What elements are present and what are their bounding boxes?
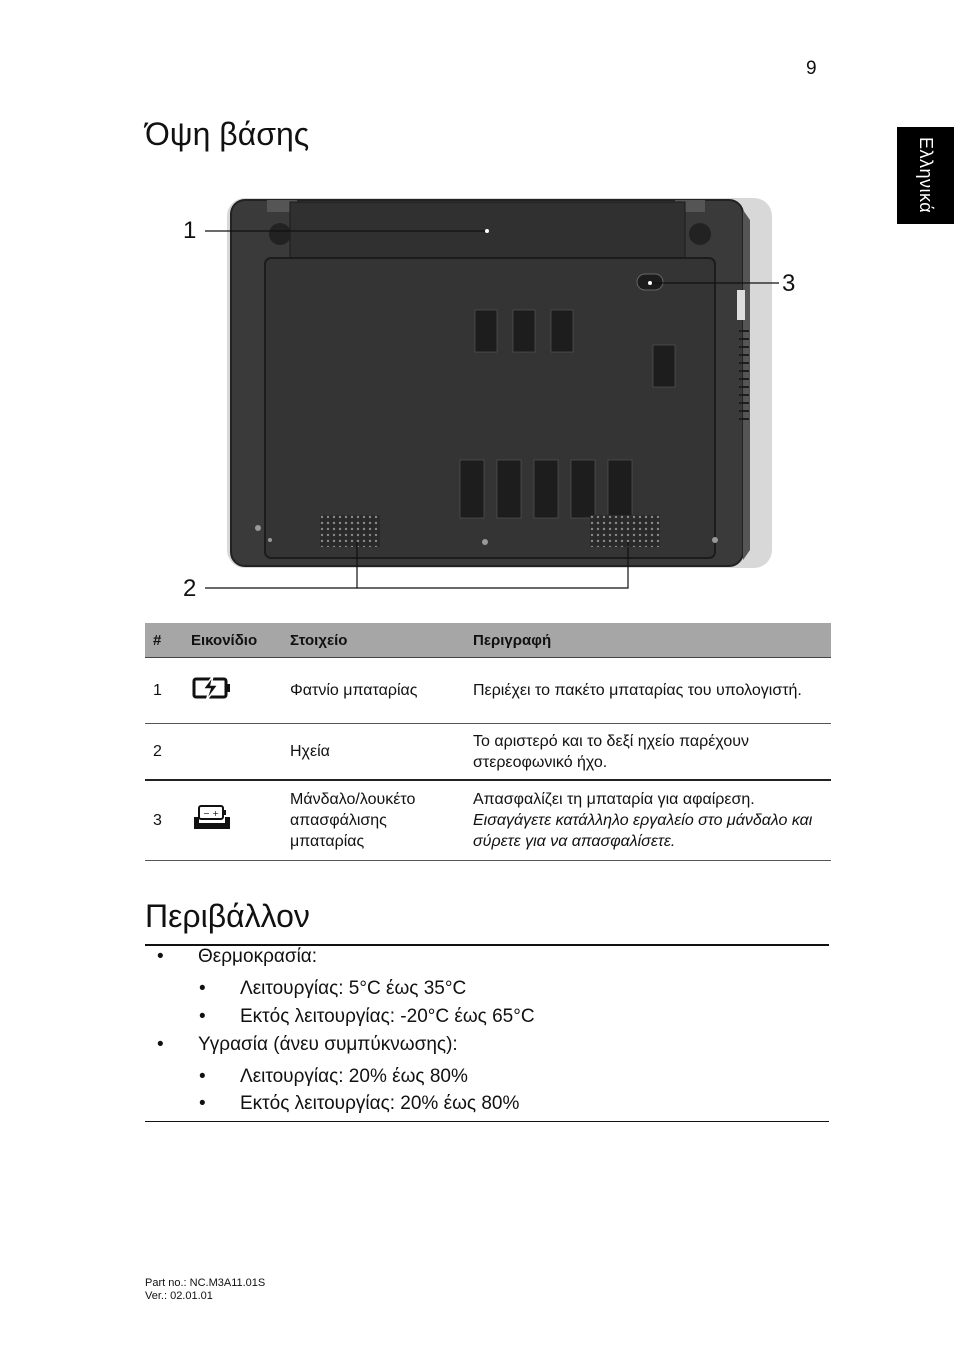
laptop-bottom-illustration [175,190,815,600]
row-description-text: Το αριστερό και το δεξί ηχείο παρέχουν στερεοφωνικό ήχο. [473,732,749,771]
callout-1: 1 [183,217,197,244]
header-item: Στοιχείο [282,623,465,658]
temperature-label: Θερμοκρασία: [198,946,318,967]
footer-version: Ver.: 02.01.01 [145,1290,213,1302]
list-item [199,1093,819,1117]
list-item [157,946,817,970]
battery-lock-icon [183,780,282,861]
page-number: 9 [806,58,817,79]
list-item [199,978,819,1002]
language-tab [897,127,954,224]
row-number: 3 [145,780,183,861]
bullet-icon: • [199,1093,206,1114]
battery-charge-icon [183,658,282,724]
table-header-row [145,623,831,658]
list-item [199,1066,819,1090]
row-description-text: Περιέχει το πακέτο μπαταρίας του υπολογιστή. [473,682,802,699]
row-description [465,724,831,781]
row-description-note: Εισαγάγετε κατάλληλο εργαλείο στο μάνδαλο και σύρετε για να απασφαλίσετε. [473,812,813,850]
footer-part-number: Part no.: NC.M3A11.01S [145,1277,266,1289]
section-rule-bottom [145,1121,829,1122]
table-row [145,780,831,861]
hum-nonoperating: Εκτός λειτουργίας: 20% έως 80% [240,1093,520,1114]
row-number: 2 [145,724,183,781]
bullet-icon: • [199,1066,206,1087]
section-title-bottom-view: Όψη βάσης [145,116,310,152]
bullet-icon: • [157,1034,164,1055]
callout-3: 3 [782,270,796,297]
row-description [465,658,831,724]
section-title-environment: Περιβάλλον [145,898,310,934]
language-tab-label: Ελληνικά [916,137,936,214]
header-icon: Εικονίδιο [183,623,282,658]
bullet-icon: • [157,946,164,967]
bullet-icon: • [199,978,206,999]
svg-text:− +: − + [203,808,219,818]
temp-operating: Λειτουργίας: 5°C έως 35°C [240,978,467,999]
bullet-icon: • [199,1006,206,1027]
row-item: Μάνδαλο/λουκέτο απασφάλισης μπαταρίας [282,780,465,861]
row-description-text: Απασφαλίζει τη μπαταρία για αφαίρεση. [473,791,755,808]
header-description: Περιγραφή [465,623,831,658]
header-number: # [145,623,183,658]
table-row [145,658,831,724]
callout-2: 2 [183,575,197,602]
row-item: Ηχεία [282,724,465,781]
row-icon-empty [183,724,282,781]
components-table [145,623,831,861]
footer [145,1277,265,1303]
list-item [157,1034,817,1058]
temp-nonoperating: Εκτός λειτουργίας: -20°C έως 65°C [240,1006,535,1027]
row-number: 1 [145,658,183,724]
table-row [145,724,831,781]
list-item [199,1006,819,1030]
humidity-label: Υγρασία (άνευ συμπύκνωσης): [198,1034,458,1055]
hum-operating: Λειτουργίας: 20% έως 80% [240,1066,468,1087]
row-description [465,780,831,861]
row-item: Φατνίο μπαταρίας [282,658,465,724]
